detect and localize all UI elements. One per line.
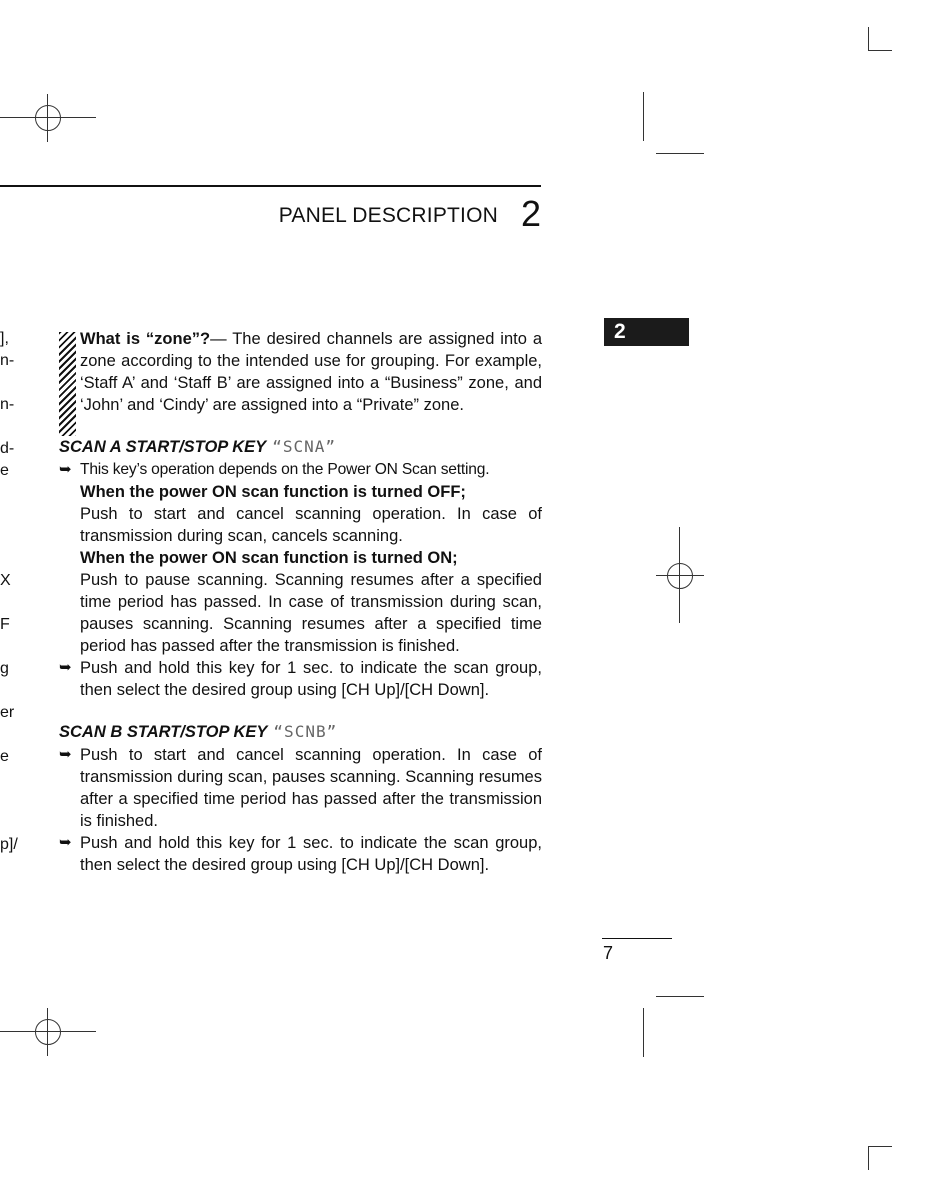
- scan-b-title: SCAN B START/STOP KEY: [59, 723, 268, 741]
- scan-a-bullet-2-text: Push and hold this key for 1 sec. to indicate the scan group, then select the desired group using [CH Up]/[CH Down].: [80, 659, 542, 699]
- margin-fragment: n-: [0, 352, 15, 369]
- header-rule: [0, 185, 541, 187]
- arrow-right-icon: ➥: [59, 746, 72, 763]
- scan-b-bullet-2-text: Push and hold this key for 1 sec. to indicate the scan group, then select the desired group using [CH Up]/[CH Down].: [80, 834, 542, 874]
- registration-mark-bottom-left: [0, 1008, 96, 1056]
- main-column: [59, 328, 542, 876]
- page-number: 7: [603, 943, 614, 963]
- corner-mark-bottom-right-h: [868, 1146, 892, 1147]
- scan-a-off-heading: When the power ON scan function is turned OFF;: [80, 483, 466, 501]
- arrow-right-icon: ➥: [59, 834, 72, 851]
- scan-a-heading: [59, 436, 542, 458]
- margin-fragment: p]/: [0, 836, 18, 853]
- margin-fragment: n-: [0, 396, 15, 413]
- crop-mark-bottom-vertical: [643, 1008, 644, 1057]
- zone-note: [59, 328, 542, 416]
- margin-fragment: e: [0, 462, 9, 479]
- scan-a-lcd-word: “SCNA”: [272, 437, 336, 456]
- corner-mark-bottom-right-v: [868, 1146, 869, 1170]
- scan-a-on-text: Push to pause scanning. Scanning resumes after a specified time period has passed. In case of transmission during scan, pauses scanning. Scanning resumes after a specified time period has passed after the transmission is finished.: [80, 571, 542, 655]
- zone-note-dash: —: [210, 330, 227, 348]
- hatch-note-icon: [59, 332, 76, 436]
- scan-a-title: SCAN A START/STOP KEY: [59, 438, 267, 456]
- scan-a-on-heading: When the power ON scan function is turned ON;: [80, 549, 458, 567]
- scan-a-bullet-1-text: This key’s operation depends on the Power ON Scan setting.: [80, 461, 490, 478]
- corner-mark-top-right-v: [868, 27, 869, 51]
- registration-mark-right: [656, 527, 704, 623]
- zone-note-text: The desired channels are assigned into a zone according to the intended use for grouping. For example, ‘Staff A’ and ‘Staff B’ are assigned into a “Business” zone, and ‘John’ and ‘Cindy’ are assigned into a “Private” zone.: [80, 330, 542, 414]
- chapter-tab: 2: [604, 318, 689, 346]
- arrow-right-icon: ➥: [59, 659, 72, 676]
- crop-mark-top-vertical: [643, 92, 644, 141]
- margin-fragment: d-: [0, 440, 15, 457]
- registration-mark-top-left: [0, 94, 96, 142]
- page-number-rule: [602, 938, 672, 939]
- section-title: PANEL DESCRIPTION: [278, 204, 498, 227]
- margin-fragment: ],: [0, 330, 9, 347]
- scan-b-heading: [59, 721, 542, 743]
- corner-mark-top-right-h: [868, 50, 892, 51]
- scan-b-bullet-2: [59, 832, 542, 876]
- section-number: 2: [521, 193, 542, 234]
- margin-fragment: er: [0, 704, 15, 721]
- scan-b-lcd-word: “SCNB”: [273, 722, 338, 741]
- scan-a-bullet-2: [59, 657, 542, 701]
- scan-a-off-text: Push to start and cancel scanning operation. In case of transmission during scan, cancels scanning.: [80, 505, 542, 545]
- margin-fragment: e: [0, 748, 9, 765]
- scan-b-bullet-1-text: Push to start and cancel scanning operation. In case of transmission during scan, pauses scanning. Scanning resumes after a specified time period has passed after the transmission is finished.: [80, 746, 542, 830]
- scan-b-bullet-1: [59, 744, 542, 832]
- scan-a-bullet-1: [59, 459, 542, 481]
- crop-mark-top-horizontal: [656, 153, 704, 154]
- margin-fragment: g: [0, 660, 9, 677]
- crop-mark-bottom-horizontal: [656, 996, 704, 997]
- arrow-right-icon: ➥: [59, 461, 72, 478]
- margin-fragment: F: [0, 616, 10, 633]
- margin-fragment: X: [0, 572, 11, 589]
- zone-note-term: What is “zone”?: [80, 330, 211, 348]
